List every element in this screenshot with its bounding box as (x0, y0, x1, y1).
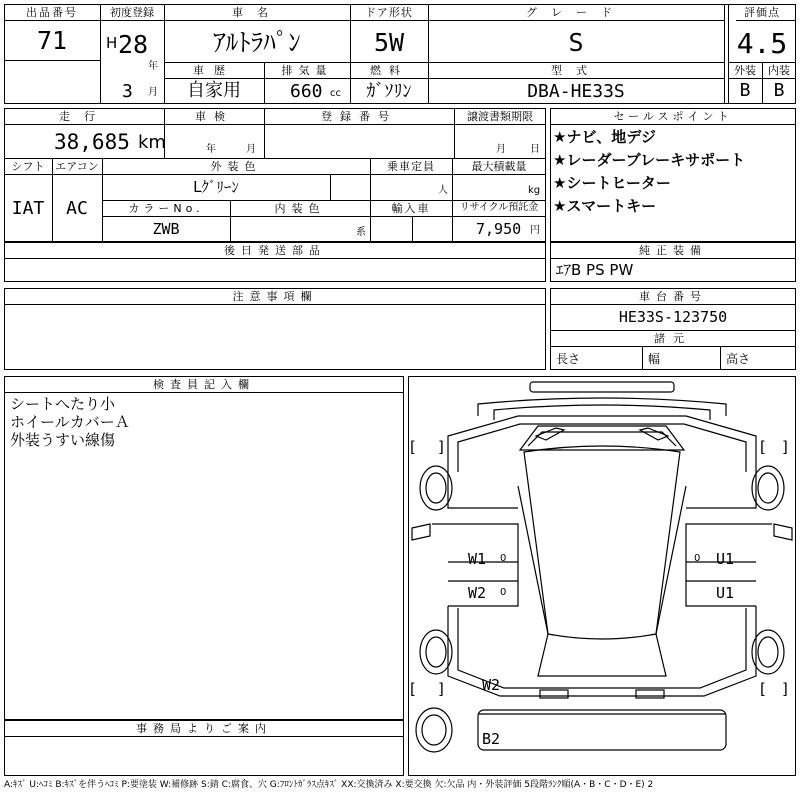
exterior-label: 外装 (734, 64, 756, 77)
capacity-label: 乗車定員 (387, 160, 435, 173)
rule (550, 304, 796, 305)
fuel-label: 燃料 (370, 64, 408, 77)
history-label: 車歴 (193, 64, 235, 77)
inspector-note: ホイールカバーＡ (10, 413, 130, 431)
rule (736, 20, 796, 21)
rule (550, 258, 796, 259)
era-prefix: H (106, 34, 118, 52)
sales-label: セールスポイント (613, 110, 733, 123)
shift-label: シフト (11, 160, 45, 173)
chassis-label: 車台番号 (639, 290, 707, 303)
bracket-right-rear-open: [ (760, 680, 766, 698)
interior-label: 内装 (768, 64, 790, 77)
rule (724, 4, 725, 104)
rule (4, 60, 100, 61)
sales-point: ★ナビ、地デジ (553, 128, 656, 146)
mileage-value: 38,685 (54, 130, 130, 154)
recycle-value: 7,950 (476, 220, 522, 238)
rule (4, 736, 404, 737)
specs-label: 諸元 (654, 332, 692, 345)
year-unit: 年 (148, 61, 158, 72)
later-parts-label: 後日発送部品 (224, 244, 326, 257)
shift-value: IAT (11, 198, 45, 219)
mark-u1-sub: 0 (694, 553, 701, 564)
maxload-label: 最大積載量 (471, 160, 527, 173)
first-reg-label: 初度登録 (110, 6, 154, 19)
bracket-right-front-close: ] (782, 438, 788, 456)
rule (550, 346, 796, 347)
inspection-year-unit: 年 (206, 144, 216, 155)
score-value: 4.5 (736, 27, 788, 60)
width-label: 幅 (648, 352, 661, 366)
recycle-label: リサイクル預託金 (459, 202, 539, 213)
rule (164, 78, 724, 79)
rule (720, 346, 721, 370)
mileage-unit: km (138, 132, 166, 153)
colorno-value: ZWB (152, 220, 180, 238)
car-name-label: 車名 (232, 6, 282, 19)
colorno-label: カラーNo. (128, 202, 204, 215)
mark-w1-sub: 0 (500, 553, 507, 564)
mark-w2: W2 (468, 584, 487, 602)
model-value: DBA-HE33S (527, 81, 625, 102)
office-label: 事務局よりご案内 (136, 722, 272, 735)
genuine-label: 純正装備 (639, 244, 707, 257)
sales-point: ★シートヒーター (553, 174, 671, 192)
rule (642, 346, 643, 370)
bracket-left-front-close: ] (438, 438, 444, 456)
mark-w1: W1 (468, 550, 487, 568)
sales-point: ★スマートキー (553, 197, 657, 215)
rule (4, 304, 546, 305)
rule (550, 124, 796, 125)
ac-label: エアコン (55, 160, 99, 173)
mark-u1: U1 (716, 550, 735, 568)
rule (164, 62, 724, 63)
bracket-left-front-open: [ (410, 438, 416, 456)
inspection-month-unit: 月 (246, 144, 256, 155)
grade-value: S (568, 28, 584, 57)
regno-label: 登録番号 (321, 110, 397, 123)
displacement-unit: cc (330, 88, 341, 99)
history-value: 自家用 (187, 80, 241, 101)
fuel-value: ｶﾞｿﾘﾝ (366, 81, 412, 102)
intcolor-label: 内装色 (274, 202, 326, 215)
recycle-unit: 円 (530, 225, 540, 236)
inspector-note: シートへたり小 (10, 395, 116, 413)
inspector-label: 検査員記入欄 (153, 378, 255, 391)
lot-value: 71 (36, 26, 68, 55)
exterior-grade: B (739, 80, 751, 101)
mark-u1-lower: U1 (716, 584, 735, 602)
bracket-left-rear-close: ] (438, 680, 444, 698)
ac-value: AC (66, 198, 88, 219)
model-label: 型式 (551, 64, 601, 77)
length-label: 長さ (556, 352, 581, 366)
bracket-right-front-open: [ (760, 438, 766, 456)
rule (100, 4, 101, 104)
chassis-value: HE33S-123750 (618, 308, 728, 326)
rule (4, 174, 546, 175)
score-label: 評価点 (744, 6, 780, 19)
bracket-left-rear-open: [ (410, 680, 416, 698)
rule (550, 330, 796, 331)
grade-label: グレード (526, 6, 626, 19)
rule (4, 158, 546, 159)
rule (412, 216, 413, 242)
reg-month: 3 (122, 81, 133, 102)
displacement-value: 660 (290, 81, 323, 102)
import-label: 輸入車 (391, 202, 431, 215)
rule (4, 124, 546, 125)
displacement-label: 排気量 (281, 64, 333, 77)
capacity-unit: 人 (438, 185, 448, 196)
lot-label: 出品番号 (26, 6, 78, 19)
inspection-label: 車検 (195, 110, 233, 123)
rule (4, 392, 404, 393)
rule (4, 258, 546, 259)
height-label: 高さ (726, 352, 751, 366)
notes-label: 注意事項欄 (232, 290, 318, 303)
mileage-label: 走行 (59, 110, 109, 123)
details-table (4, 108, 546, 242)
bracket-right-rear-close: ] (782, 680, 788, 698)
rule (102, 216, 546, 217)
rule (330, 174, 331, 200)
genuine-value: ｴｱB PS PW (556, 261, 634, 279)
damage-legend: A:ｷｽﾞ U:ﾍｺﾐ B:ｷｽﾞを伴うﾍｺﾐ P:要塗装 W:補修跡 S:錆 C:腐食、穴 G:ﾌﾛﾝﾄｶﾞﾗｽ点ｷｽﾞ XX:交換済み X:要交換 欠:欠品 内・外装評価 5段階ﾗﾝｸ順(A・B・C・D・E) 2 (4, 780, 654, 790)
interior-grade: B (773, 80, 785, 101)
car-damage-diagram (408, 376, 796, 776)
transfer-day-unit: 日 (530, 144, 540, 155)
color-value: Lｸﾞﾘｰﾝ (193, 178, 239, 196)
era-year: 28 (118, 30, 149, 59)
mark-w2-sub: 0 (500, 587, 507, 598)
inspector-note: 外装うすい線傷 (10, 431, 116, 449)
car-name-value: ｱﾙﾄﾗﾊﾟﾝ (213, 28, 301, 57)
transfer-month-unit: 月 (496, 144, 506, 155)
transfer-label: 譲渡書類期限 (467, 110, 533, 123)
sales-point: ★レーダーブレーキサポート (553, 151, 746, 169)
maxload-unit: kg (528, 185, 541, 196)
color-label: 外装色 (210, 160, 262, 173)
rule (102, 200, 546, 201)
mark-b2: B2 (482, 730, 501, 748)
rule (4, 20, 724, 21)
door-label: ドア形状 (365, 6, 413, 19)
mark-w2-rear: W2 (482, 676, 501, 694)
month-unit: 月 (148, 87, 158, 98)
door-value: 5W (373, 28, 405, 57)
intcolor-unit: 系 (356, 227, 366, 238)
